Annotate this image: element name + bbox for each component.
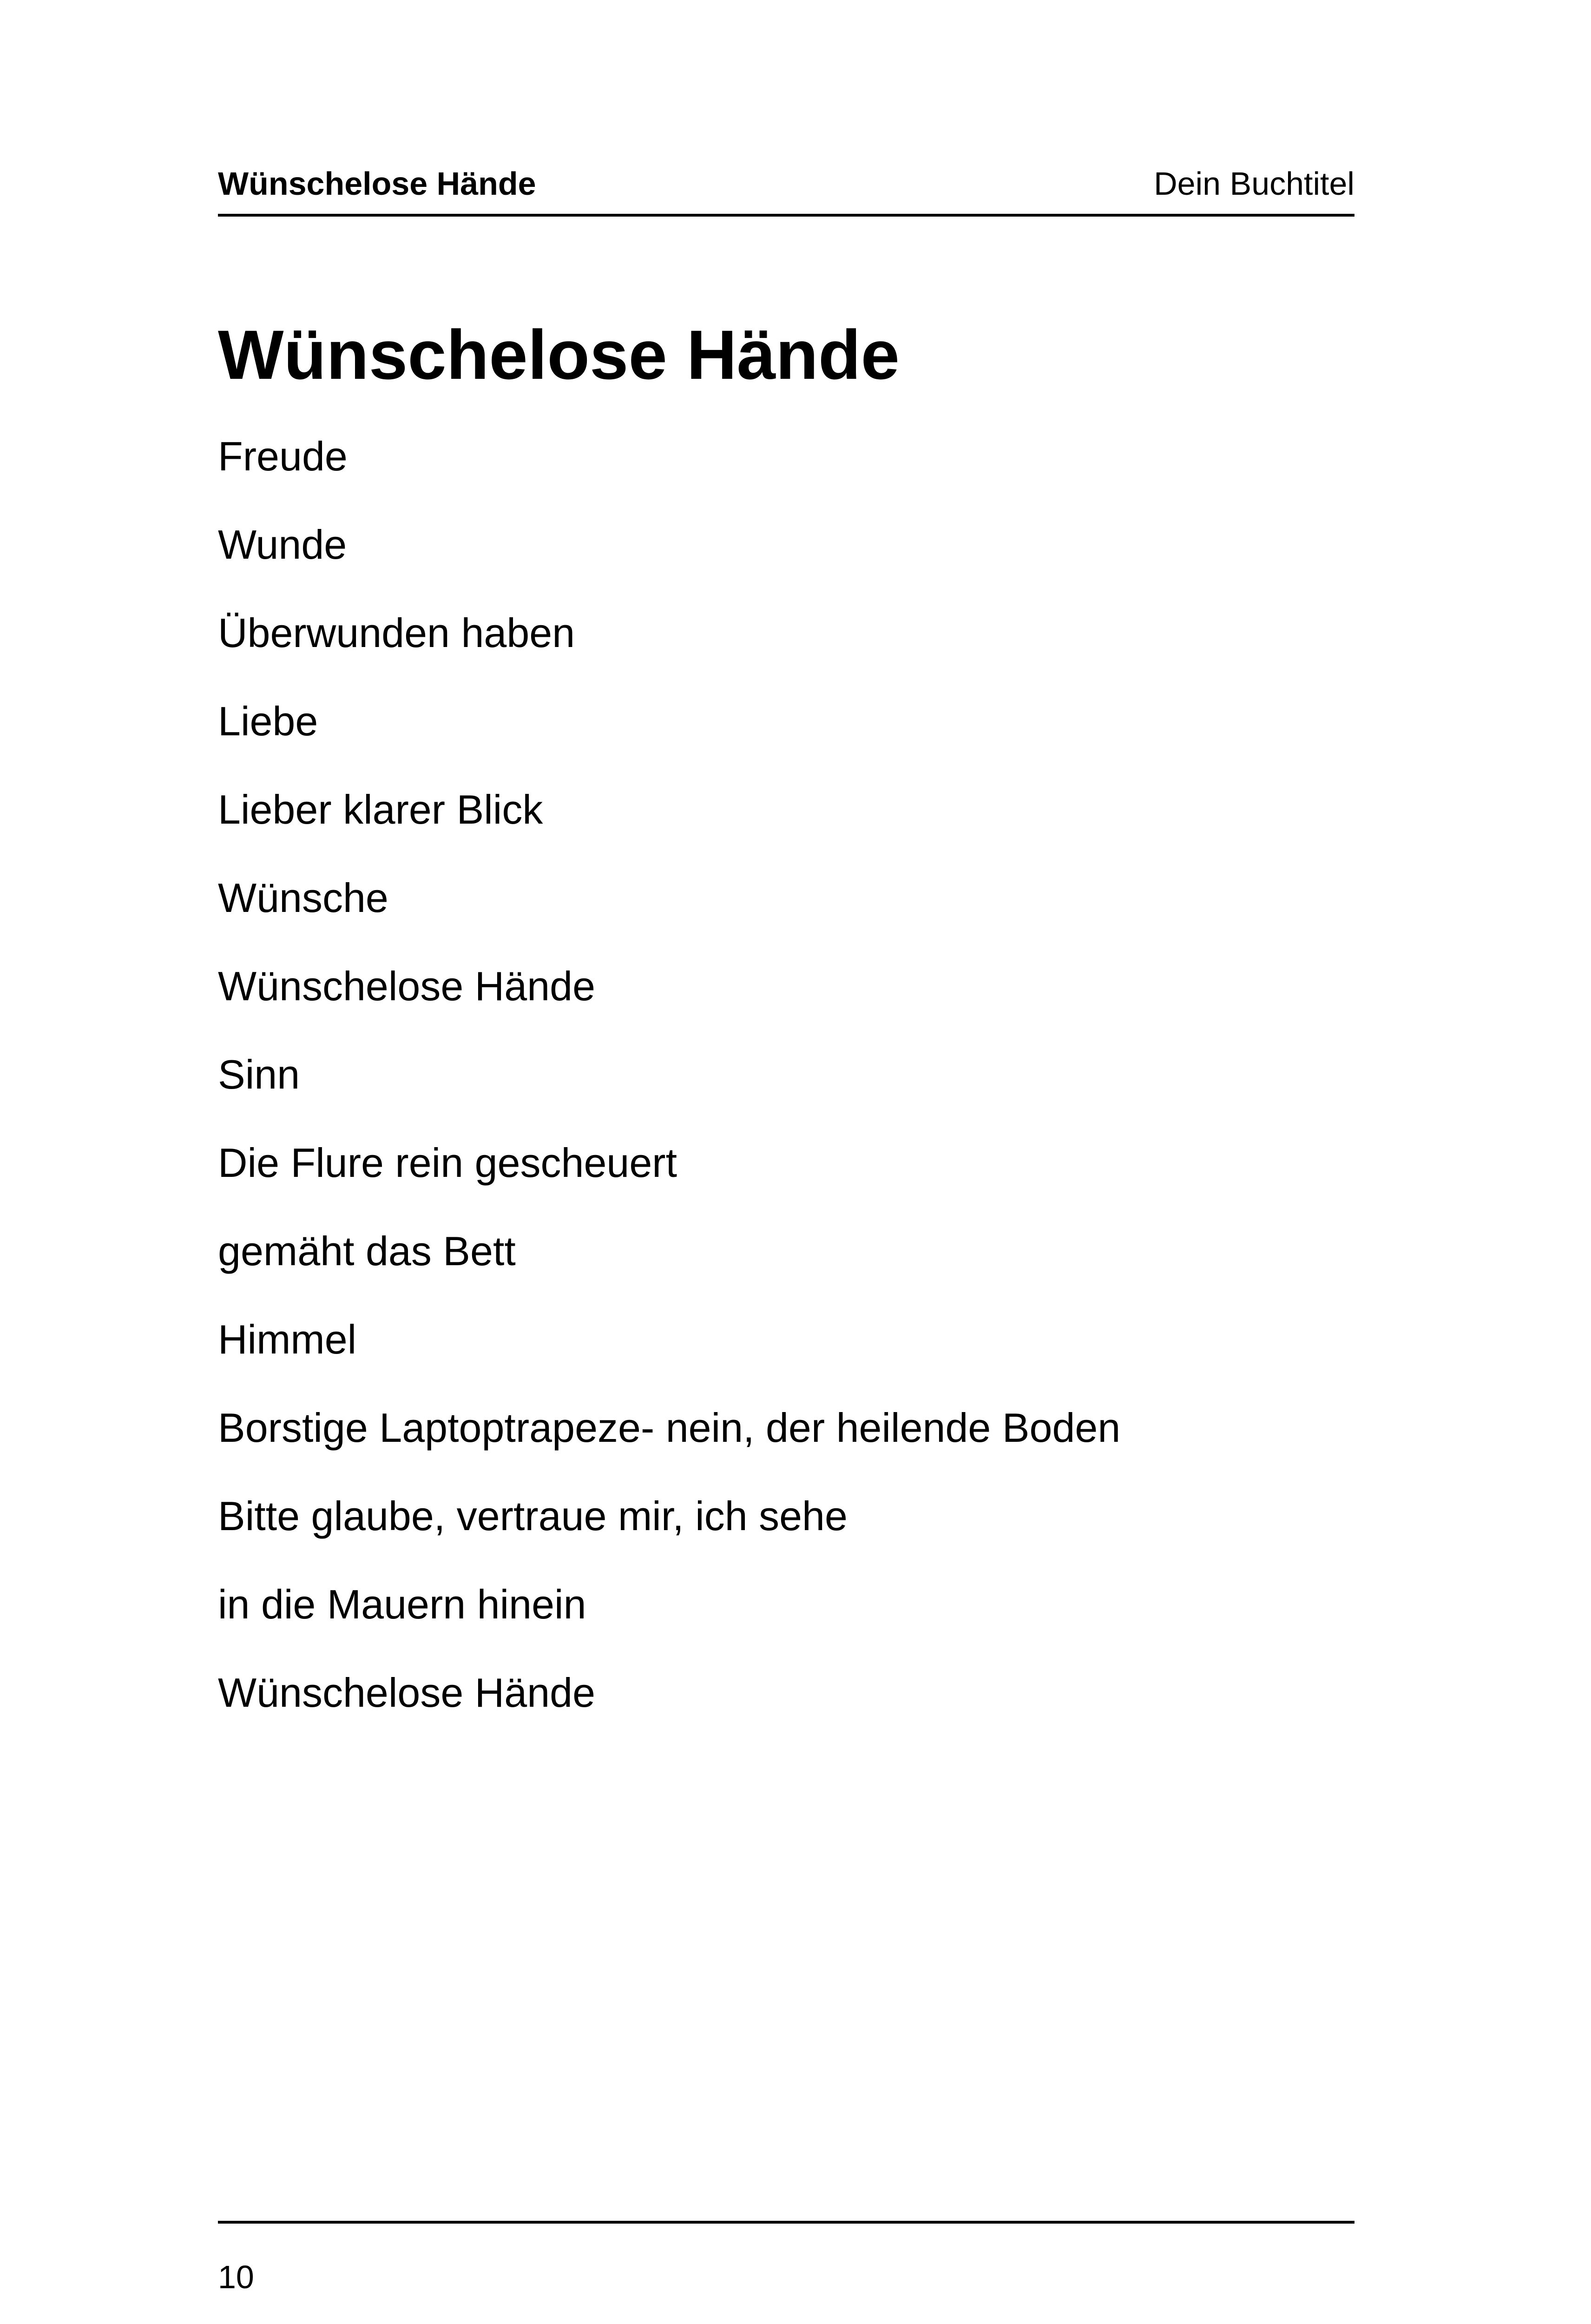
poem-line: Freude xyxy=(218,433,348,479)
running-header xyxy=(218,158,1354,214)
poem-line: Himmel xyxy=(218,1316,357,1362)
page-number: 10 xyxy=(218,2259,254,2295)
poem-body xyxy=(218,433,1121,1761)
header-chapter-title: Wünschelose Hände xyxy=(218,165,536,202)
poem-line: Überwunden haben xyxy=(218,610,575,656)
poem-line: Bitte glaube, vertraue mir, ich sehe xyxy=(218,1493,848,1539)
poem-line: Wünschelose Hände xyxy=(218,1670,596,1716)
footer-divider xyxy=(218,2221,1354,2224)
poem-line: Lieber klarer Blick xyxy=(218,786,543,832)
page-title: Wünschelose Hände xyxy=(218,316,900,394)
poem-line: Liebe xyxy=(218,698,318,744)
header-book-title: Dein Buchtitel xyxy=(1154,165,1354,202)
poem-line: Wunde xyxy=(218,522,347,568)
poem-line: Wünsche xyxy=(218,875,388,921)
poem-line: in die Mauern hinein xyxy=(218,1581,586,1627)
poem-line: Borstige Laptoptrapeze- nein, der heilende Boden xyxy=(218,1405,1121,1451)
poem-line: Sinn xyxy=(218,1051,300,1097)
poem-line: gemäht das Bett xyxy=(218,1228,516,1274)
poem-line: Wünschelose Hände xyxy=(218,963,596,1009)
header-divider xyxy=(218,214,1354,217)
poem-line: Die Flure rein gescheuert xyxy=(218,1140,677,1186)
